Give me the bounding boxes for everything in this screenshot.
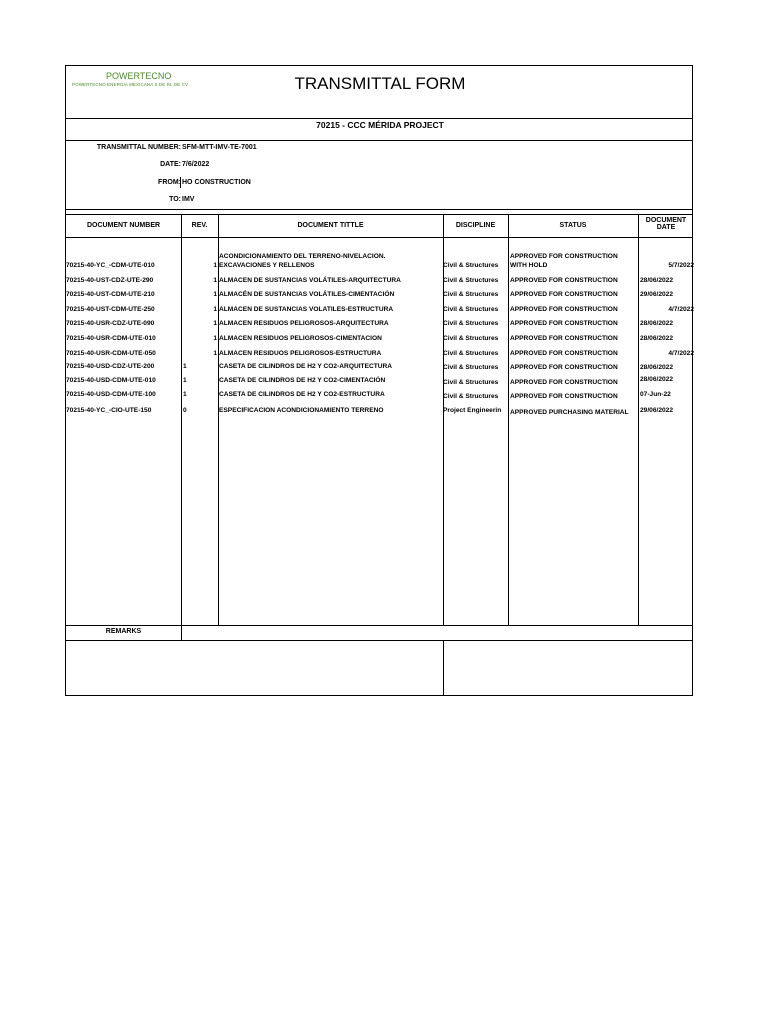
table-row-number: 70215-40-USD-CDM-UTE-010: [66, 377, 156, 384]
table-row-discipline: Civil & Structures: [443, 320, 499, 327]
divider: [66, 118, 692, 119]
from-label: FROM:: [158, 179, 181, 186]
transmittal-number-label: TRANSMITTAL NUMBER:: [96, 144, 181, 151]
table-row-date: 29/06/2022: [640, 407, 674, 414]
column-divider: [443, 214, 444, 625]
table-row-title: ALMACEN DE SUSTANCIAS VOLATILES-ESTRUCTURA: [219, 306, 394, 313]
cursor-mark: [180, 177, 181, 188]
table-row-date: 07-Jun-22: [640, 391, 671, 398]
table-row-status: APPROVED FOR CONSTRUCTION: [510, 350, 618, 357]
table-row-number: 70215-40-USR-CDM-UTE-050: [66, 350, 156, 357]
date-label: DATE:: [160, 161, 181, 168]
header-document-date: DOCUMENT DATE: [645, 217, 687, 231]
table-row-discipline: Civil & Structures: [443, 306, 499, 313]
table-row-title: ALMACEN RESIDUOS PELIGROSOS-ARQUITECTURA: [219, 320, 389, 327]
table-row-discipline: Civil & Structures: [443, 291, 499, 298]
table-row-discipline: Civil & Structures: [443, 350, 499, 357]
table-row-number: 70215-40-UST-CDM-UTE-250: [66, 306, 155, 313]
table-row-rev: 1: [213, 262, 217, 269]
table-row-discipline: Civil & Structures: [443, 277, 499, 284]
form-title: TRANSMITTAL FORM: [294, 74, 466, 93]
divider: [66, 625, 692, 626]
table-row-title: ALMACÉN DE SUSTANCIAS VOLÁTILES-CIMENTACIÓN: [219, 291, 395, 298]
table-row-date: 28/06/2022: [640, 335, 674, 342]
table-row-status: APPROVED FOR CONSTRUCTION: [510, 277, 618, 284]
table-row-rev: 1: [183, 391, 187, 398]
column-divider: [218, 214, 219, 625]
divider: [66, 140, 692, 141]
table-row-title: ALMACEN RESIDUOS PELIGROSOS-CIMENTACION: [219, 335, 382, 342]
table-row-discipline: Civil & Structures: [443, 262, 499, 269]
table-row-status: APPROVED FOR CONSTRUCTION: [510, 393, 618, 400]
from-value: HO CONSTRUCTION: [182, 179, 251, 186]
table-row-date: 28/06/2022: [640, 376, 674, 383]
table-row-discipline: Civil & Structures: [443, 364, 499, 371]
table-row-rev: 0: [183, 407, 187, 414]
table-row-status: APPROVED FOR CONSTRUCTION: [510, 335, 618, 342]
table-row-number: 70215-40-YC_-CDM-UTE-010: [66, 262, 155, 269]
header-status: STATUS: [559, 222, 587, 229]
divider: [66, 237, 692, 238]
transmittal-form: [65, 65, 693, 696]
table-row-title: ALMACEN RESIDUOS PELIGROSOS-ESTRUCTURA: [219, 350, 382, 357]
date-value: 7/6/2022: [182, 161, 210, 168]
header-rev: REV.: [191, 222, 208, 229]
column-divider: [638, 214, 639, 625]
column-divider: [508, 214, 509, 625]
table-row-number: 70215-40-UST-CDM-UTE-210: [66, 291, 155, 298]
table-row-title: EXCAVACIONES Y RELLENOS: [219, 262, 315, 269]
table-row-date: 28/06/2022: [640, 277, 674, 284]
divider: [66, 640, 692, 641]
table-row-title: CASETA DE CILINDROS DE H2 Y CO2-CIMENTACIÓN: [219, 377, 386, 384]
table-row-rev: 1: [183, 363, 187, 370]
table-row-title: CASETA DE CILINDROS DE H2 Y CO2-ESTRUCTURA: [219, 391, 385, 398]
header-document-title: DOCUMENT TITTLE: [297, 222, 364, 229]
table-row-status: APPROVED FOR CONSTRUCTION: [510, 364, 618, 371]
table-row-rev: 1: [183, 377, 187, 384]
header-discipline: DISCIPLINE: [455, 222, 496, 229]
table-row-discipline: Civil & Structures: [443, 379, 499, 386]
table-row-rev: 1: [213, 350, 217, 357]
to-label: TO:: [169, 196, 181, 203]
table-row-date: 28/06/2022: [640, 320, 674, 327]
column-divider: [181, 625, 182, 640]
table-row-date: 29/06/2022: [640, 291, 674, 298]
table-row-title: ALMACEN DE SUSTANCIAS VOLÁTILES-ARQUITECTURA: [219, 277, 401, 284]
table-row-number: 70215-40-UST-CDZ-UTE-290: [66, 277, 154, 284]
company-logo-subtitle: POWERTECNO ENERGIA MEXICANA S DE RL DE CV: [72, 82, 189, 87]
table-row-date: 28/06/2022: [640, 364, 674, 371]
table-row-discipline: Project Engineerin: [443, 407, 502, 414]
table-row-date: 5/7/2022: [668, 262, 694, 269]
table-row-title: ACONDICIONAMIENTO DEL TERRENO-NIVELACION.: [219, 253, 386, 260]
table-row-number: 70215-40-USD-CDZ-UTE-200: [66, 363, 155, 370]
table-row-status: APPROVED PURCHASING MATERIAL: [510, 409, 629, 416]
table-row-discipline: Civil & Structures: [443, 393, 499, 400]
to-value: IMV: [182, 196, 195, 203]
company-logo-name: POWERTECNO: [106, 71, 172, 81]
table-row-rev: 1: [213, 335, 217, 342]
table-row-title: ESPECIFICACION ACONDICIONAMIENTO TERRENO: [219, 407, 384, 414]
remarks-label: REMARKS: [105, 628, 142, 635]
table-row-status: APPROVED FOR CONSTRUCTION: [510, 379, 618, 386]
header-document-number: DOCUMENT NUMBER: [86, 222, 161, 229]
table-row-discipline: Civil & Structures: [443, 335, 499, 342]
table-row-status: APPROVED FOR CONSTRUCTION: [510, 291, 618, 298]
table-row-status: WITH HOLD: [510, 262, 548, 269]
table-row-rev: 1: [213, 306, 217, 313]
table-row-date: 4/7/2022: [668, 350, 694, 357]
table-row-date: 4/7/2022: [668, 306, 694, 313]
table-row-rev: 1: [213, 277, 217, 284]
table-row-number: 70215-40-USR-CDM-UTE-010: [66, 335, 156, 342]
table-row-rev: 1: [213, 320, 217, 327]
table-row-rev: 1: [213, 291, 217, 298]
column-divider: [443, 640, 444, 696]
transmittal-number-value: SFM-MTT-IMV-TE-7001: [182, 144, 257, 151]
column-divider: [181, 214, 182, 625]
table-row-status: APPROVED FOR CONSTRUCTION: [510, 320, 618, 327]
table-row-number: 70215-40-USD-CDM-UTE-100: [66, 391, 156, 398]
table-row-number: 70215-40-YC_-CIO-UTE-150: [66, 407, 152, 414]
table-row-status: APPROVED FOR CONSTRUCTION: [510, 306, 618, 313]
table-row-title: CASETA DE CILINDROS DE H2 Y CO2-ARQUITECTURA: [219, 363, 393, 370]
divider: [66, 214, 692, 215]
divider: [66, 209, 692, 210]
project-title: 70215 - CCC MÉRIDA PROJECT: [316, 120, 444, 130]
table-row-number: 70215-40-USR-CDZ-UTE-090: [66, 320, 155, 327]
table-row-status: APPROVED FOR CONSTRUCTION: [510, 253, 618, 260]
